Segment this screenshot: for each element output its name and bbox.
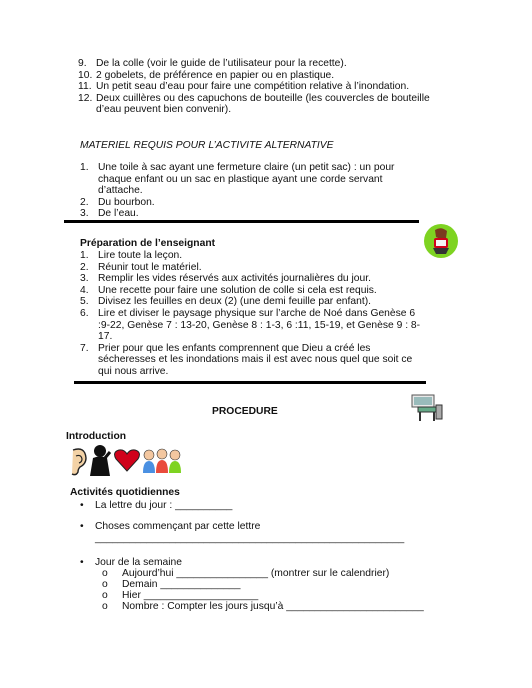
list-item: 12. Deux cuillères ou des capuchons de bouteille (les couvercles de bouteille d’eau peuvent bien convenir). xyxy=(78,92,430,116)
list-item: o Demain ______________ xyxy=(102,579,241,590)
daily-activities-heading: Activités quotidiennes xyxy=(70,487,180,498)
classroom-desk-icon xyxy=(408,393,444,423)
daily-item-things: • Choses commençant par cette lettre xyxy=(80,521,261,532)
section-divider xyxy=(64,220,419,223)
teacher-prep-heading: Préparation de l’enseignant xyxy=(80,238,216,249)
bullet-icon: • xyxy=(80,500,84,511)
daily-item-weekday: • Jour de la semaine xyxy=(80,557,183,568)
list-item: 11. Un petit seau d’eau pour faire une compétition relative à l’inondation. xyxy=(78,81,410,93)
children-group-icon xyxy=(140,447,184,475)
alt-materials-list xyxy=(80,162,425,220)
heart-icon xyxy=(113,447,141,473)
list-item: 3. De l’eau. xyxy=(80,208,139,220)
child-praying-icon xyxy=(88,444,114,478)
list-item: o Aujourd’hui ________________ (montrer sur le calendrier) xyxy=(102,568,390,579)
list-item: 2. Du bourbon. xyxy=(80,196,155,208)
list-item: o Nombre : Compter les jours jusqu’à ________________________ xyxy=(102,601,424,612)
list-item: 1. Lire toute la leçon. xyxy=(80,250,183,261)
list-item: 1. Une toile à sac ayant une fermeture claire (un petit sac) : un pour chaque enfant ou un sac en plastique ayant une corde servant d’attache. xyxy=(80,162,395,197)
list-item: 3. Remplir les vides réservés aux activités journalières du jour. xyxy=(80,273,371,285)
teacher-prep-list xyxy=(80,250,425,378)
list-item: 6. Lire et diviser le paysage physique sur l’arche de Noé dans Genèse 6 :9-22, Genèse 7 : 13-20, Genèse 8 : 1-3, 6 :11, 15-19, et Genèse 9 : 8-17. xyxy=(80,307,421,343)
list-item: 9. De la colle (voir le guide de l’utilisateur pour la recette). xyxy=(78,58,347,69)
answer-line: ______________________________________________________ xyxy=(95,533,405,544)
bullet-icon: • xyxy=(80,521,84,532)
weekday-sub-list xyxy=(102,568,442,616)
alt-materials-heading: MATERIEL REQUIS POUR L’ACTIVITE ALTERNATIVE xyxy=(80,140,334,151)
section-divider xyxy=(74,381,426,384)
materials-list-continued xyxy=(78,58,438,116)
list-item: o Hier ____________________ xyxy=(102,590,259,601)
list-item: 10. 2 gobelets, de préférence en papier ou en plastique. xyxy=(78,69,335,81)
list-item: 4. Une recette pour faire une solution de colle si cela est requis. xyxy=(80,284,377,296)
procedure-heading: PROCEDURE xyxy=(212,406,278,417)
teacher-reading-icon xyxy=(423,222,459,260)
bullet-icon: • xyxy=(80,557,84,568)
introduction-heading: Introduction xyxy=(66,431,127,442)
ear-icon xyxy=(64,446,90,476)
daily-item-letter: • La lettre du jour : __________ xyxy=(80,500,233,511)
list-item: 2. Réunir tout le matériel. xyxy=(80,261,202,273)
list-item: 5. Divisez les feuilles en deux (2) (une demi feuille par enfant). xyxy=(80,296,372,308)
list-item: 7. Prier pour que les enfants comprennent que Dieu a créé les sécheresses et les inondations mais il est avec nous quel que soit ce qui nous arrive. xyxy=(80,342,413,377)
